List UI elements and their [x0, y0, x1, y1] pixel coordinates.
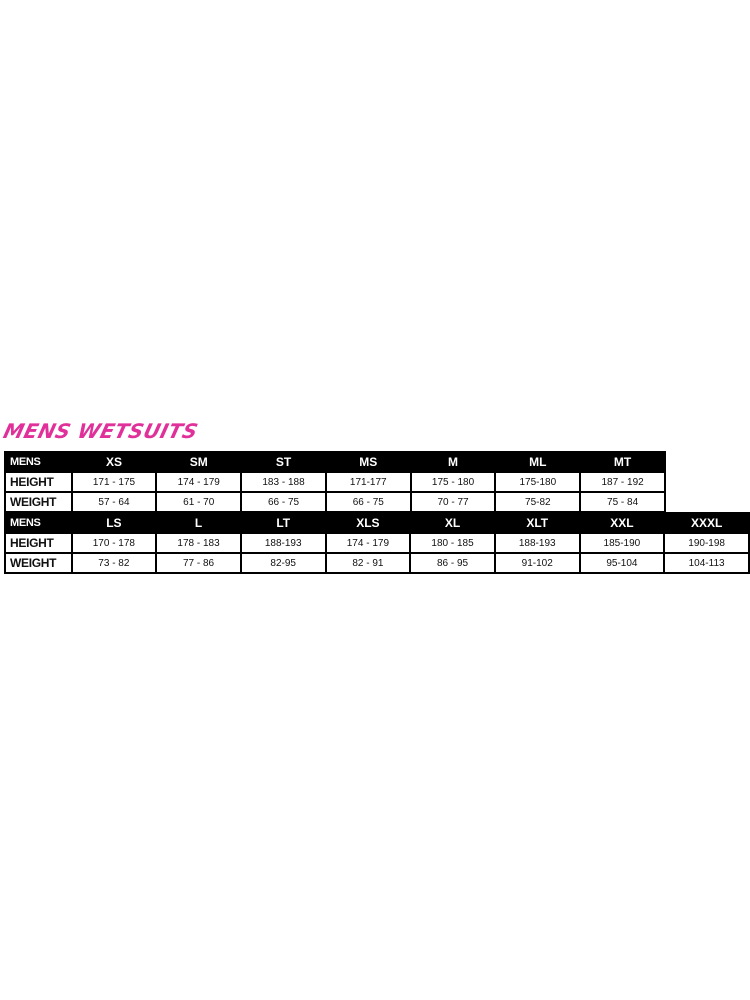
- table-cell: 75-82: [495, 492, 580, 512]
- table-cell: 66 - 75: [241, 492, 326, 512]
- table-cell: 86 - 95: [410, 553, 495, 573]
- table-cell: 82 - 91: [326, 553, 411, 573]
- header-label: MENS: [5, 452, 72, 472]
- table-header-row: [5, 452, 665, 472]
- table-cell: 188-193: [241, 533, 326, 553]
- table-cell: 61 - 70: [156, 492, 241, 512]
- table-cell: 82-95: [241, 553, 326, 573]
- table-cell: 185-190: [580, 533, 665, 553]
- size-header-cell: XLS: [326, 513, 411, 533]
- size-header-cell: XL: [410, 513, 495, 533]
- size-header-cell: MT: [580, 452, 665, 472]
- row-label: HEIGHT: [5, 472, 72, 492]
- size-header-cell: MS: [326, 452, 411, 472]
- table-cell: 178 - 183: [156, 533, 241, 553]
- table-header-row: [5, 513, 749, 533]
- table-cell: 183 - 188: [241, 472, 326, 492]
- size-header-cell: LS: [72, 513, 157, 533]
- row-label: WEIGHT: [5, 492, 72, 512]
- row-label: WEIGHT: [5, 553, 72, 573]
- table-cell: 175 - 180: [411, 472, 496, 492]
- table-cell: 175-180: [495, 472, 580, 492]
- size-header-cell: LT: [241, 513, 326, 533]
- table-row: [5, 533, 749, 553]
- size-header-cell: XLT: [495, 513, 580, 533]
- header-label: MENS: [5, 513, 72, 533]
- size-header-cell: L: [156, 513, 241, 533]
- size-header-cell: SM: [156, 452, 241, 472]
- size-header-cell: ML: [495, 452, 580, 472]
- table-row: [5, 553, 749, 573]
- row-label: HEIGHT: [5, 533, 72, 553]
- size-header-cell: XXXL: [664, 513, 749, 533]
- size-chart-table-1: [4, 451, 666, 513]
- table-cell: 170 - 178: [72, 533, 157, 553]
- table-cell: 95-104: [580, 553, 665, 573]
- table-cell: 57 - 64: [72, 492, 157, 512]
- table-cell: 171 - 175: [72, 472, 157, 492]
- size-header-cell: XXL: [580, 513, 665, 533]
- table-cell: 180 - 185: [410, 533, 495, 553]
- table-cell: 190-198: [664, 533, 749, 553]
- table-cell: 77 - 86: [156, 553, 241, 573]
- size-header-cell: ST: [241, 452, 326, 472]
- table-cell: 75 - 84: [580, 492, 665, 512]
- table-cell: 66 - 75: [326, 492, 411, 512]
- size-header-cell: M: [411, 452, 496, 472]
- page-title: MENS WETSUITS: [1, 419, 201, 443]
- table-cell: 104-113: [664, 553, 749, 573]
- table-row: [5, 492, 665, 512]
- table-cell: 91-102: [495, 553, 580, 573]
- table-cell: 187 - 192: [580, 472, 665, 492]
- table-cell: 174 - 179: [326, 533, 411, 553]
- table-cell: 171-177: [326, 472, 411, 492]
- size-header-cell: XS: [72, 452, 157, 472]
- table-row: [5, 472, 665, 492]
- table-cell: 188-193: [495, 533, 580, 553]
- table-cell: 73 - 82: [72, 553, 157, 573]
- size-chart-table-2: [4, 512, 750, 574]
- table-cell: 70 - 77: [411, 492, 496, 512]
- table-cell: 174 - 179: [156, 472, 241, 492]
